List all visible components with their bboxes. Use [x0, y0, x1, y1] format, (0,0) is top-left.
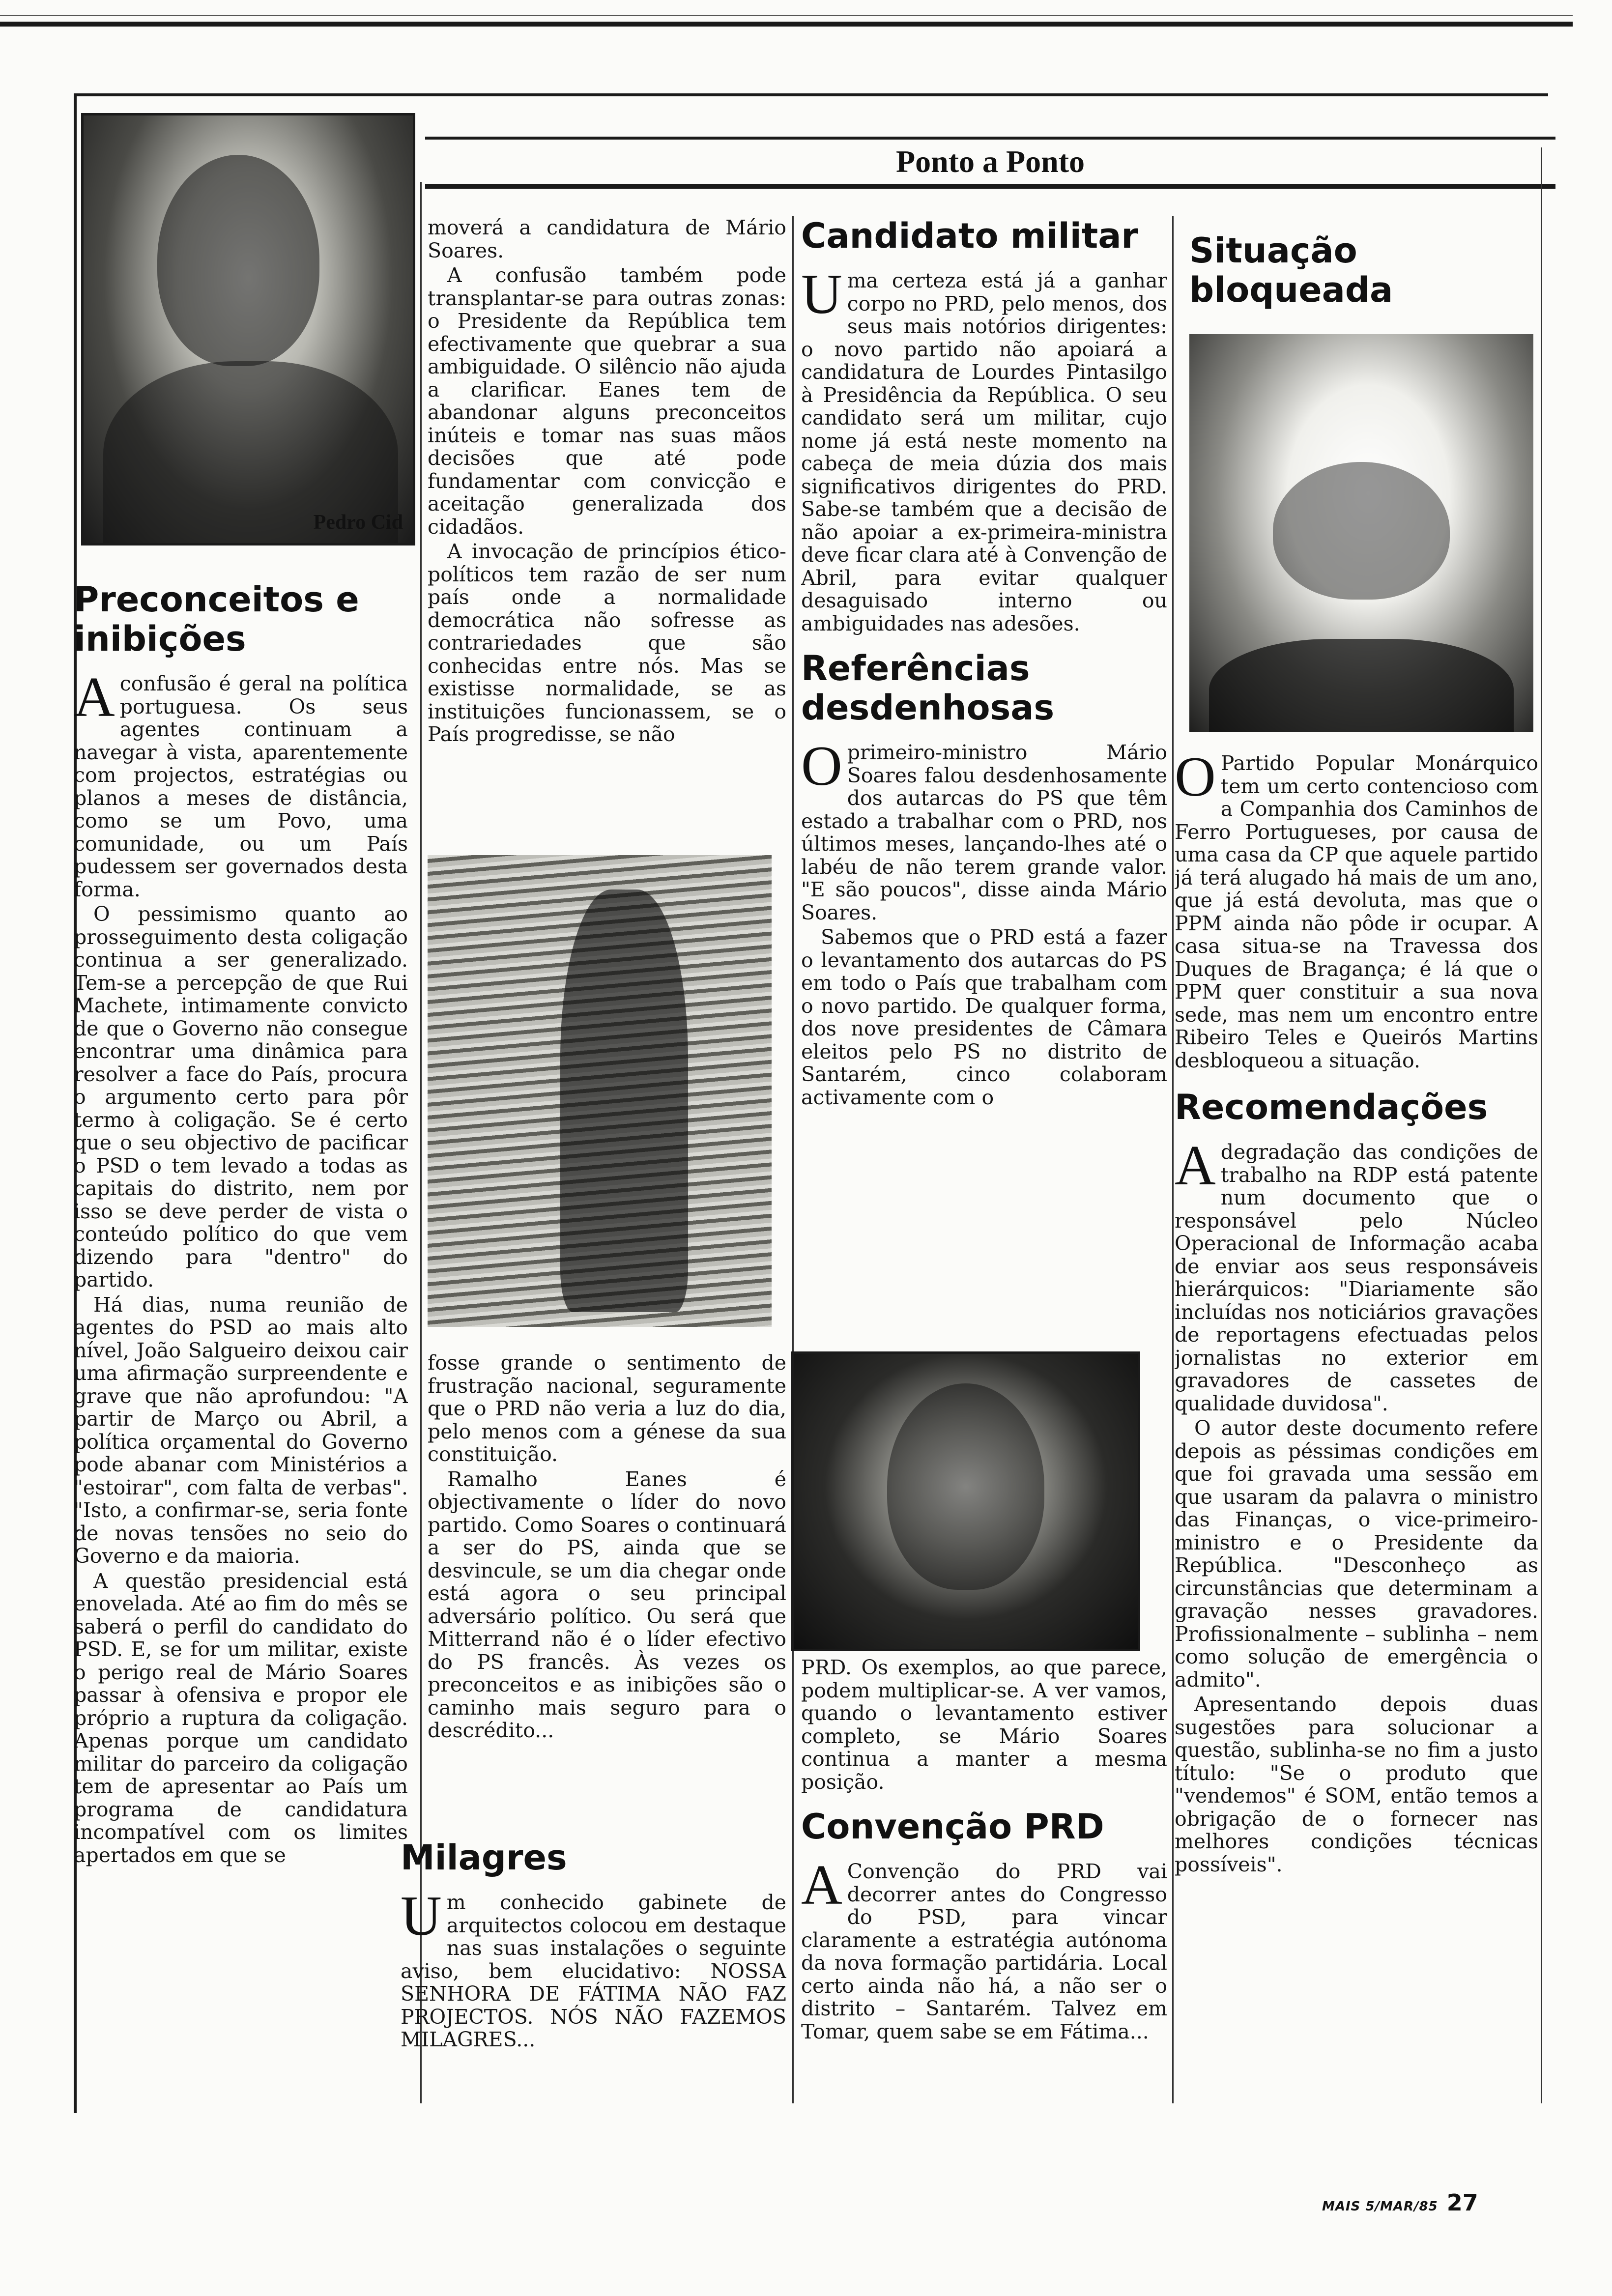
paragraph: A invocação de princípios ético-políticos tem razão de ser num país onde a normalidade democrática não sofresse as contrariedades que são conhecidas entre nós. Mas se existisse normalidade, se as instituições funcionassem, se o País progredisse, se não — [428, 540, 786, 746]
paragraph-text: Convenção do PRD vai decorrer antes do Congresso do PSD, para vincar claramente a estratégia autónoma da nova formação partidária. Local certo ainda não há, a não ser o distrito – Santarém. Talvez em Tomar, quem sabe se em Fátima... — [801, 1860, 1167, 2043]
politician-photo — [791, 1351, 1140, 1651]
portrait-photo — [81, 113, 415, 545]
paragraph: O pessimismo quanto ao prosseguimento desta coligação continua a ser generalizado. Tem-se a percepção de que Rui Machete, intimamente convicto de que o Governo não consegue encontrar uma dinâmica para resolver a face do País, procura o argumento certo para pôr termo à coligação. Se é certo que o seu objectivo de pacificar o PSD o tem levado a todas as capitais do distrito, nem por isso se deve perder de vista o conteúdo político do que vem dizendo para "dentro" do partido. — [74, 902, 408, 1292]
column-2-mid-text — [428, 1351, 786, 1823]
lead-paragraph — [801, 263, 1167, 635]
column-rule — [1541, 147, 1542, 2103]
drop-cap: U — [401, 1885, 442, 1948]
column-1-text — [74, 580, 408, 2113]
man-walking-photo — [428, 855, 772, 1327]
paragraph-text: confusão é geral na política portuguesa. Os seus agentes continuam a navegar à vista, aparentemente com projectos, estratégias ou planos a meses de distância, como se um Povo, uma comunidade, ou um País pudessem ser governados desta forma. — [74, 672, 408, 901]
paragraph: Há dias, numa reunião de agentes do PSD ao mais alto nível, João Salgueiro deixou cair uma afirmação surpreendente e grave que não aprofundou: "A partir de Março ou Abril, a política orçamental do Governo pode abanar com Ministérios a "estoirar", com falta de verbas". "Isto, a confirmar-se, seria fonte de novas tensões no seio do Governo e da maioria. — [74, 1292, 408, 1568]
article-title: Recomendações — [1175, 1087, 1488, 1127]
paragraph: A confusão também pode transplantar-se para outras zonas: o Presidente da República tem efectivamente que quebrar a sua ambiguidade. O silêncio não ajuda a clarificar. Eanes tem de abandonar alguns preconceitos inúteis e tomar nas suas mãos decisões que até pode fundamentar com convicção e aceitação generalizada dos cidadãos. — [428, 263, 786, 539]
paragraph-text: ma certeza está já a ganhar corpo no PRD, pelo menos, dos seus mais notórios dirigentes: o novo partido não apoiará a candidatura de Lourdes Pintasilgo à Presidência da República. O seu candidato será um militar, cujo nome já está neste momento na cabeça de meia dúzia dos mais significativos dirigentes do PRD. Sabe-se também que a decisão de não apoiar a ex-primeira-ministra deve ficar clara até à Convenção de Abril, para evitar qualquer desaguisado interno ou ambiguidades nas adesões. — [801, 269, 1167, 635]
page-number: 27 — [1446, 2189, 1478, 2216]
column-rule — [1172, 216, 1174, 2103]
column-3-bottom-text — [801, 1656, 1167, 2113]
paragraph-text: primeiro-ministro Mário Soares falou desdenhosamente dos autarcas do PS que têm estado a trabalhar com o PRD, nos últimos meses, lançando-lhes até o labéu de não terem grande valor. "E são poucos", disse ainda Mário Soares. — [801, 741, 1167, 924]
paragraph: Sabemos que o PRD está a fazer o levantamento dos autarcas do PS em todo o País que trabalham com o novo partido. De qualquer forma, dos nove presidentes de Câmara eleitos pelo PS no distrito de Santarém, cinco colaboram activamente com o — [801, 925, 1167, 1109]
article-title: Convenção PRD — [801, 1807, 1104, 1847]
drop-cap: A — [74, 666, 115, 729]
article-title: Milagres — [401, 1838, 567, 1878]
paragraph: Ramalho Eanes é objectivamente o líder do novo partido. Como Soares o continuará a ser do PS, ainda que se desvincule, se um dia chegar onde está agora o seu principal adversário político. Ou será que Mitterrand não é o líder efectivo do PS francês. Às vezes os preconceitos e as inibições são o caminho mais seguro para o descrédito... — [428, 1467, 786, 1742]
paragraph: A questão presidencial está enovelada. Até ao fim do mês se saberá o perfil do candidato do PSD. E, se for um militar, existe o perigo real de Mário Soares passar à ofensiva e propor ele próprio a ruptura da coligação. Apenas porque um candidato militar do parceiro da coligação tem de apresentar ao País um programa de candidatura incompatível com os limites apertados em que se — [74, 1569, 408, 1867]
photo-caption: Pedro Cid — [313, 511, 403, 534]
drop-cap: A — [801, 1854, 842, 1917]
section-kicker: Ponto a Ponto — [425, 137, 1555, 189]
column-2-top-text — [428, 216, 786, 835]
elderly-collar — [1209, 639, 1514, 732]
lead-paragraph — [1175, 1134, 1538, 1415]
paragraph-text: m conhecido gabinete de arquitectos colocou em destaque nas suas instalações o seguinte aviso, bem elucidativo: NOSSA SENHORA DE FÁTIMA NÃO FAZ PROJECTOS. NÓS NÃO FAZEMOS MILAGRES... — [401, 1891, 786, 2051]
top-rule-thin — [0, 15, 1573, 16]
magazine-issue: MAIS 5/MAR/85 — [1322, 2199, 1438, 2214]
article-title: Preconceitos e inibições — [74, 580, 359, 659]
column-3-top-text — [801, 216, 1167, 1342]
lead-paragraph — [74, 666, 408, 901]
paragraph: O autor deste documento refere depois as péssimas condições em que foi gravada uma sessão em que usaram da palavra o ministro das Finanças, o vice-primeiro-ministro e o Presidente da República. "Desconheço as circunstâncias que determinam a gravação nesses gravadores. Profissionalmente – sublinha – nem como solução de emergência o admito". — [1175, 1416, 1538, 1692]
lead-paragraph — [801, 735, 1167, 924]
drop-cap: O — [1175, 752, 1216, 808]
article-title: Referências desdenhosas — [801, 648, 1055, 728]
portrait-figure — [157, 155, 319, 366]
paragraph-text: degradação das condições de trabalho na RDP está patente num documento que o responsável pelo Núcleo Operacional de Informação acaba de enviar aos seus responsáveis hierárquicos: "Diariamente são incluídas nos noticiários gravações de reportagens efectuadas pelos jornalistas no exterior em gravadores de cassetes de qualidade duvidosa". — [1175, 1140, 1538, 1415]
column-rule — [420, 182, 422, 2103]
drop-cap: O — [801, 735, 842, 798]
paragraph: PRD. Os exemplos, ao que parece, podem multiplicar-se. A ver vamos, quando o levantamento estiver completo, se Mário Soares continua a manter a mesma posição. — [801, 1656, 1167, 1794]
column-4-text — [1175, 752, 1538, 2113]
lead-paragraph — [801, 1854, 1167, 2043]
elderly-man-photo — [1189, 334, 1533, 732]
column-4-title — [1189, 231, 1533, 329]
paragraph-text: Partido Popular Monárquico tem um certo contencioso com a Companhia dos Caminhos de Ferro Portugueses, por causa de uma casa da CP que aquele partido já terá alugado há mais de um ano, que já está devoluta, mas que o PPM ainda não pôde ir ocupar. A casa situa-se na Travessa dos Duques de Bragança; é lá que o PPM quer constituir a sua nova sede, mas nem um encontro entre Ribeiro Teles e Queirós Martins desbloqueou a situação. — [1175, 752, 1538, 1072]
drop-cap: A — [1175, 1134, 1216, 1197]
column-2-milagres — [401, 1838, 786, 2113]
politician-face — [887, 1383, 1044, 1590]
lead-paragraph — [401, 1885, 786, 2051]
paragraph: fosse grande o sentimento de frustração nacional, seguramente que o PRD não veria a luz do dia, pelo menos com a génese da sua constituição. — [428, 1351, 786, 1466]
top-rule — [0, 22, 1573, 27]
page-footer — [1322, 2189, 1478, 2216]
article-title: Candidato militar — [801, 216, 1138, 256]
lead-paragraph — [1175, 752, 1538, 1072]
elderly-face-shadow — [1273, 462, 1450, 600]
drop-cap: U — [801, 263, 842, 326]
paragraph: Apresentando depois duas sugestões para solucionar a questão, sublinha-se no fim a justo título: "Se o produto que "vendemos" é SOM, então temos a obrigação de o fornecer nas melhores condições técnicas possíveis". — [1175, 1693, 1538, 1876]
article-title: Situação bloqueada — [1189, 231, 1393, 310]
paragraph: moverá a candidatura de Mário Soares. — [428, 216, 786, 262]
walking-figure — [560, 890, 688, 1312]
column-rule — [792, 216, 794, 2103]
